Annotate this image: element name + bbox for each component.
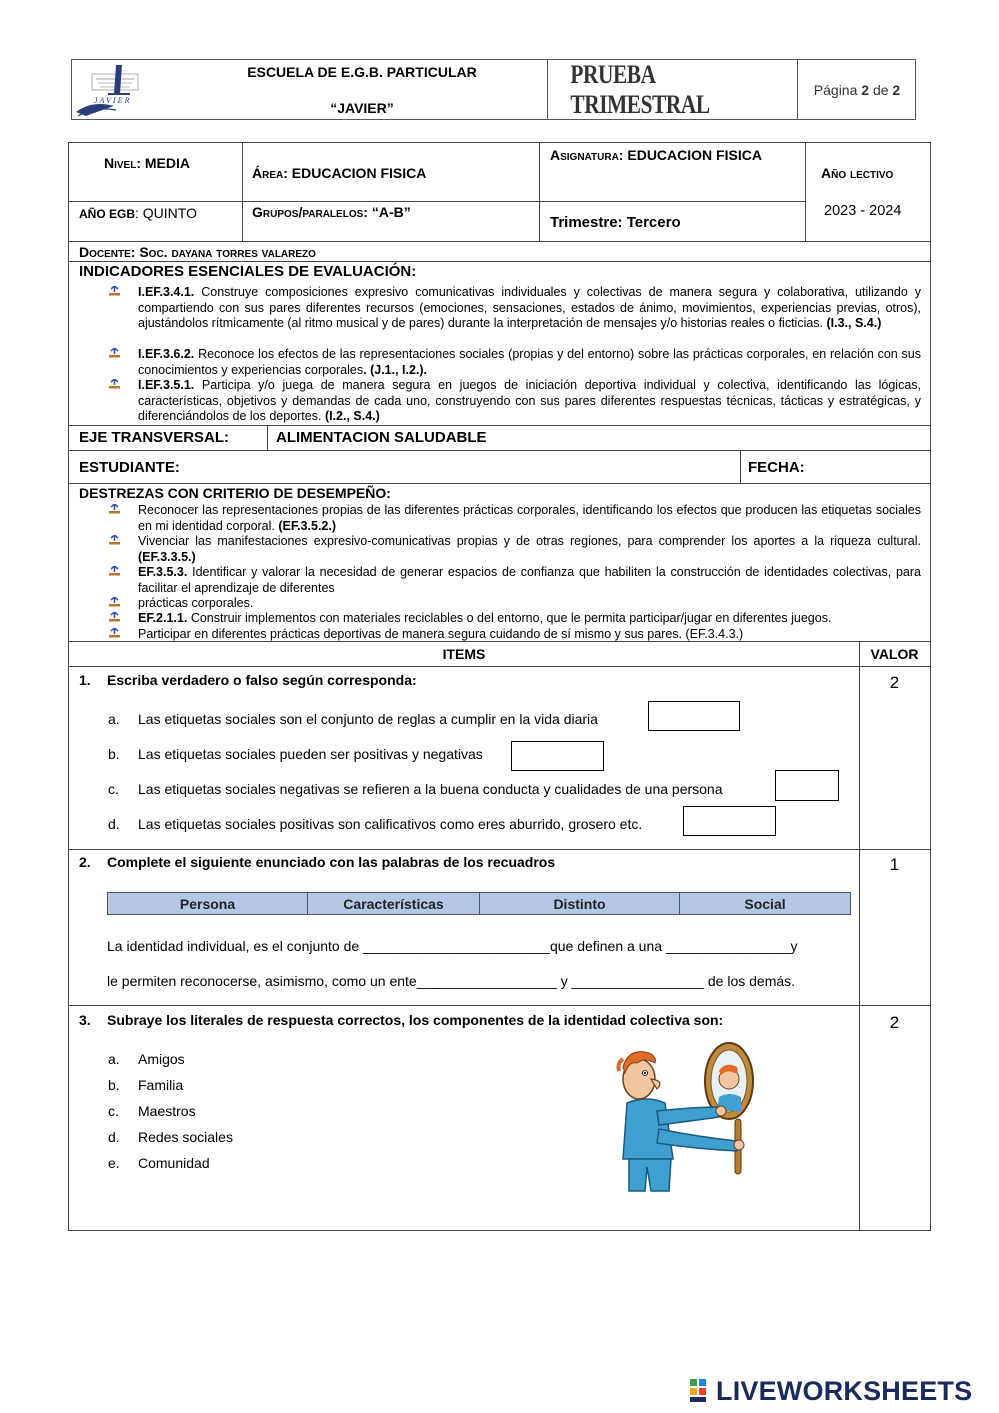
bullet-icon xyxy=(109,566,120,577)
brand-logo-icon xyxy=(690,1379,716,1403)
q3-option-a-letter: a. xyxy=(108,1051,120,1067)
destreza-5 xyxy=(138,611,921,627)
word-bank-item: Características xyxy=(308,893,480,914)
items-header: ITEMS xyxy=(442,646,486,662)
q1-answer-box-c[interactable] xyxy=(775,770,839,801)
area-value: EDUCACION FISICA xyxy=(291,165,427,181)
destreza-5-text: Construir implementos con materiales reciclables o del entorno, que le permita participar/jugar en diferentes juegos. xyxy=(187,611,832,625)
page-indicator xyxy=(798,60,916,119)
indicador-1-code: I.EF.3.4.1. xyxy=(138,285,195,299)
eje-value: ALIMENTACION SALUDABLE xyxy=(276,429,487,446)
destreza-4 xyxy=(138,596,921,612)
grupos-cell xyxy=(252,204,411,220)
destreza-3-code: EF.3.5.3. xyxy=(138,565,188,579)
q2-prompt: Complete el siguiente enunciado con las palabras de los recuadros xyxy=(107,854,556,870)
q1-answer-box-b[interactable] xyxy=(511,741,604,771)
destrezas-heading: DESTREZAS CON CRITERIO DE DESEMPEÑO: xyxy=(79,485,391,501)
q1-answer-box-a[interactable] xyxy=(648,701,740,731)
nivel-label: Nivel: xyxy=(104,155,141,171)
asignatura-label: Asignatura: xyxy=(550,147,624,163)
area-cell xyxy=(252,165,426,181)
q3-option-d-text[interactable]: Redes sociales xyxy=(138,1129,233,1145)
q3-option-b-text[interactable]: Familia xyxy=(138,1077,184,1093)
word-bank xyxy=(107,892,851,915)
q2-sentence-line2[interactable]: le permiten reconocerse, asimismo, como un ente__________________ y _________________ de los demás. xyxy=(107,973,796,989)
q3-prompt: Subraye los literales de respuesta correctos, los componentes de la identidad colectiva son: xyxy=(107,1012,724,1028)
indicador-2-ref: . (J.1., I.2.). xyxy=(363,362,428,377)
indicador-1 xyxy=(138,285,921,332)
q3-number: 3. xyxy=(79,1012,91,1028)
indicador-2-text: Reconoce los efectos de las representaciones sociales (propias y del entorno) sobre las prácticas corporales, en relación con sus conocimientos y experiencias corporales xyxy=(138,347,921,377)
document-header xyxy=(71,59,916,120)
destreza-2-text: Vivenciar las manifestaciones expresivo-comunicativas propias y de otras regiones, para comprender los aportes a la riqueza cultural. xyxy=(138,534,921,548)
mirror-illustration xyxy=(599,1041,764,1201)
q1-option-d-text: Las etiquetas sociales positivas son calificativos como eres aburrido, grosero etc. xyxy=(138,816,643,832)
q1-option-d-letter: d. xyxy=(108,816,120,832)
destreza-2-ref: (EF.3.3.5.) xyxy=(138,549,196,564)
page-current: 2 xyxy=(861,81,870,98)
anio-egb-cell xyxy=(79,205,197,221)
q1-prompt: Escriba verdadero o falso según corresponda: xyxy=(107,672,417,688)
page-total: 2 xyxy=(892,81,901,98)
destreza-2 xyxy=(138,534,921,565)
q3-option-d-letter: d. xyxy=(108,1129,120,1145)
bullet-icon xyxy=(109,379,120,390)
q1-option-c-letter: c. xyxy=(108,781,119,797)
page-prefix: Página xyxy=(813,81,858,98)
destreza-3-text: Identificar y valorar la necesidad de generar espacios de confianza que habiliten la construcción de identidades colectivas, para facilitar el aprendizaje de diferentes xyxy=(138,565,921,595)
bullet-icon xyxy=(109,286,120,297)
indicadores-heading: INDICADORES ESENCIALES DE EVALUACIÓN: xyxy=(79,263,417,280)
indicador-3-text: Participa y/o juega de manera segura en juegos de iniciación deportiva individual y colectiva, identificando las lógicas, características, objetivos y demandas de cada uno, construyendo con sus pares diferentes respuestas técnicas, tácticas y estratégicas, y diferenciándolos de los deportes. xyxy=(138,378,921,423)
anio-egb-label: AÑO EGB xyxy=(79,207,136,221)
asignatura-value: EDUCACION FISICA xyxy=(627,147,762,163)
logo-text: JAVIER xyxy=(94,96,132,105)
nivel-value: MEDIA xyxy=(144,155,191,171)
docente-label: Docente: xyxy=(79,244,136,260)
destreza-6-text: Participar en diferentes prácticas deportivas de manera segura cuidando de sí mismo y sus pares. (EF.3.4.3.) xyxy=(138,627,744,641)
q3-option-e-letter: e. xyxy=(108,1155,120,1171)
q1-number: 1. xyxy=(79,672,91,688)
indicador-1-text: Construye composiciones expresivo comunicativas individuales y colectivas de manera segura y colaborativa, utilizando y compartiendo con sus pares diferentes recursos (emociones, sensaciones, estados de ánimo, movimientos, experiencias previas, otros), ajustándolos rítmicamente (al ritmo musical y de pares) durante la interpretación de mensajes y/o historias reales o ficticias. xyxy=(138,285,921,330)
anio-egb-value: : QUINTO xyxy=(135,205,197,221)
indicador-1-ref: (I.3., S.4.) xyxy=(823,316,882,330)
bullet-icon xyxy=(109,535,120,546)
bullet-icon xyxy=(109,597,120,608)
q2-sentence-line1[interactable]: La identidad individual, es el conjunto de ________________________que definen a una ________________y xyxy=(107,938,798,954)
indicador-3-ref: (I.2., S.4.) xyxy=(321,409,380,423)
valor-header: VALOR xyxy=(870,646,919,662)
bullet-icon xyxy=(109,504,120,515)
q1-option-b-text: Las etiquetas sociales pueden ser positivas y negativas xyxy=(138,746,483,762)
bullet-icon xyxy=(109,628,120,639)
q2-valor: 1 xyxy=(889,855,900,874)
exam-table xyxy=(68,142,931,1231)
q3-option-c-letter: c. xyxy=(108,1103,119,1119)
destreza-5-code: EF.2.1.1. xyxy=(138,611,188,625)
q1-option-a-letter: a. xyxy=(108,711,120,727)
indicador-3 xyxy=(138,378,921,425)
nivel-cell xyxy=(104,155,190,171)
docente-value: Soc. dayana torres valarezo xyxy=(139,244,316,260)
indicador-3-code: I.EF.3.5.1. xyxy=(138,378,195,392)
indicador-2-code: I.EF.3.6.2. xyxy=(138,347,195,361)
bullet-icon xyxy=(109,612,120,623)
q3-option-e-text[interactable]: Comunidad xyxy=(138,1155,210,1171)
q3-option-a-text[interactable]: Amigos xyxy=(138,1051,185,1067)
page-of: de xyxy=(872,81,889,98)
grupos-value: “A-B” xyxy=(371,204,411,220)
q3-option-b-letter: b. xyxy=(108,1077,120,1093)
word-bank-item: Social xyxy=(744,895,786,912)
destreza-1-text: Reconocer las representaciones propias de las diferentes prácticas corporales, identificando los efectos que producen las etiquetas sociales en mi identidad corporal. xyxy=(138,503,921,533)
indicador-2 xyxy=(138,347,921,378)
school-name xyxy=(172,64,552,117)
docente-cell xyxy=(79,244,316,260)
destreza-1-ref: (EF.3.5.2.) xyxy=(274,518,337,533)
brand-text: LIVEWORKSHEETS xyxy=(716,1376,973,1406)
q3-valor: 2 xyxy=(889,1013,900,1032)
word-bank-item: Distinto xyxy=(480,893,680,914)
destreza-3 xyxy=(138,565,921,596)
liveworksheets-brand xyxy=(690,1376,972,1407)
school-line2: “JAVIER” xyxy=(330,100,394,116)
word-bank-item: Persona xyxy=(108,893,308,914)
grupos-label: Grupos/paralelos: xyxy=(252,204,368,220)
school-logo xyxy=(72,60,144,119)
destreza-4-text: prácticas corporales. xyxy=(138,596,254,610)
anio-lectivo-value: 2023 - 2024 xyxy=(824,203,902,219)
area-label: Área: xyxy=(252,165,288,181)
destreza-1 xyxy=(138,503,921,534)
asignatura-cell xyxy=(550,146,790,165)
bullet-icon xyxy=(109,348,120,359)
q1-option-a-text: Las etiquetas sociales son el conjunto de reglas a cumplir en la vida diaria xyxy=(138,711,598,727)
q1-option-c-text: Las etiquetas sociales negativas se refieren a la buena conducta y cualidades de una persona xyxy=(138,781,723,797)
anio-lectivo-label: Año lectivo xyxy=(821,165,894,181)
q1-option-b-letter: b. xyxy=(108,746,120,762)
q1-valor: 2 xyxy=(889,673,900,692)
q1-answer-box-d[interactable] xyxy=(683,806,776,836)
fecha-label: FECHA: xyxy=(748,459,805,476)
eje-label: EJE TRANSVERSAL: xyxy=(79,429,230,446)
school-line1: ESCUELA DE E.G.B. PARTICULAR xyxy=(247,64,477,80)
q2-number: 2. xyxy=(79,854,91,870)
trimestre: Trimestre: Tercero xyxy=(550,214,681,231)
document-title: PRUEBA TRIMESTRAL xyxy=(570,59,710,119)
estudiante-label: ESTUDIANTE: xyxy=(79,459,180,476)
q3-option-c-text[interactable]: Maestros xyxy=(138,1103,196,1119)
